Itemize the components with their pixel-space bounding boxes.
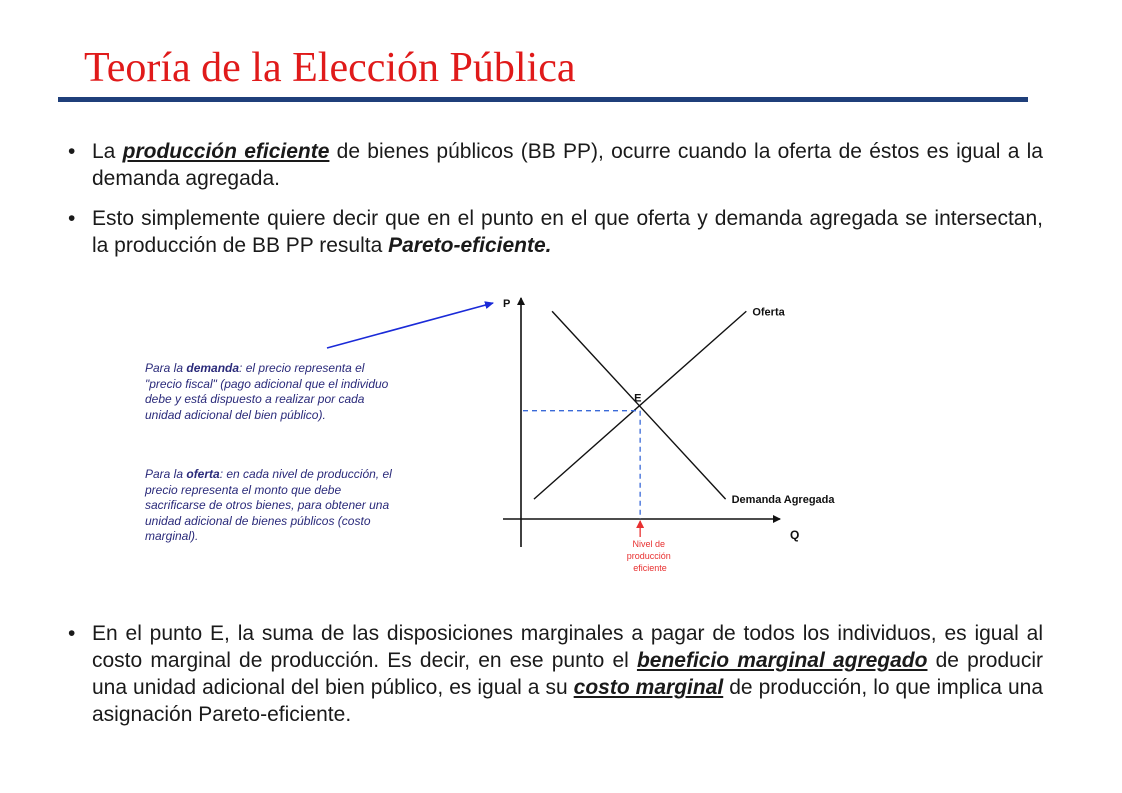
bullet-marker: • bbox=[68, 622, 76, 645]
series-layer bbox=[534, 306, 835, 506]
text-segment: de producir una unidad adicional del bien público, es igual a su bbox=[92, 649, 1043, 699]
bullet-point-e bbox=[68, 620, 1043, 728]
text-segment: En el punto E, la suma de las disposiciones marginales a pagar de todos los individuos, es igual al costo marginal de producción. Es decir, en ese punto el bbox=[92, 622, 1043, 672]
text-segment: de producción, lo que implica una asignación Pareto-eficiente. bbox=[92, 676, 1044, 726]
text-segment: La bbox=[92, 140, 123, 163]
series-line-demanda-agregada bbox=[552, 311, 726, 499]
text-segment: : el precio representa el "precio fiscal" (pago adicional que el individuo debe y está dispuesto a realizar por cada unidad adicional del bien público). bbox=[145, 361, 389, 422]
page-title: Teoría de la Elección Pública bbox=[84, 45, 576, 91]
bullet-marker: • bbox=[68, 140, 76, 163]
series-line-oferta bbox=[534, 311, 746, 499]
series-label-oferta: Oferta bbox=[752, 306, 785, 319]
text-segment: : en cada nivel de producción, el precio representa el monto que debe sacrificarse de otros bienes, para obtener una unidad adicional de bienes públicos (costo marginal). bbox=[145, 467, 392, 543]
bullet-marker: • bbox=[68, 207, 76, 230]
y-axis-label: P bbox=[503, 298, 511, 310]
text-segment: Esto simplemente quiere decir que en el punto en el que oferta y demanda agregada se intersectan, la producción de BB PP resulta bbox=[92, 207, 1043, 257]
term-costo-marginal: costo marginal bbox=[573, 676, 724, 699]
text-segment: de bienes públicos (BB PP), ocurre cuando la oferta de éstos es igual a la demanda agregada. bbox=[92, 140, 1043, 190]
series-label-demanda-agregada: Demanda Agregada bbox=[731, 494, 835, 507]
term-oferta: oferta bbox=[186, 467, 220, 481]
bullet-text bbox=[92, 620, 1043, 728]
term-produccion-eficiente: producción eficiente bbox=[122, 140, 330, 163]
equilibrium-label: E bbox=[634, 392, 642, 405]
term-demanda: demanda bbox=[186, 361, 240, 375]
efficient-level-label: Nivel de producción eficiente bbox=[626, 539, 671, 573]
equilibrium-layer bbox=[523, 393, 641, 537]
text-segment: Para la bbox=[145, 467, 187, 481]
x-axis-label: Q bbox=[790, 528, 800, 542]
term-pareto-eficiente: Pareto-eficiente. bbox=[388, 234, 552, 257]
pointer-arrow bbox=[327, 303, 493, 348]
text-segment: Para la bbox=[145, 361, 187, 375]
term-beneficio-marginal-agregado: beneficio marginal agregado bbox=[636, 649, 928, 672]
